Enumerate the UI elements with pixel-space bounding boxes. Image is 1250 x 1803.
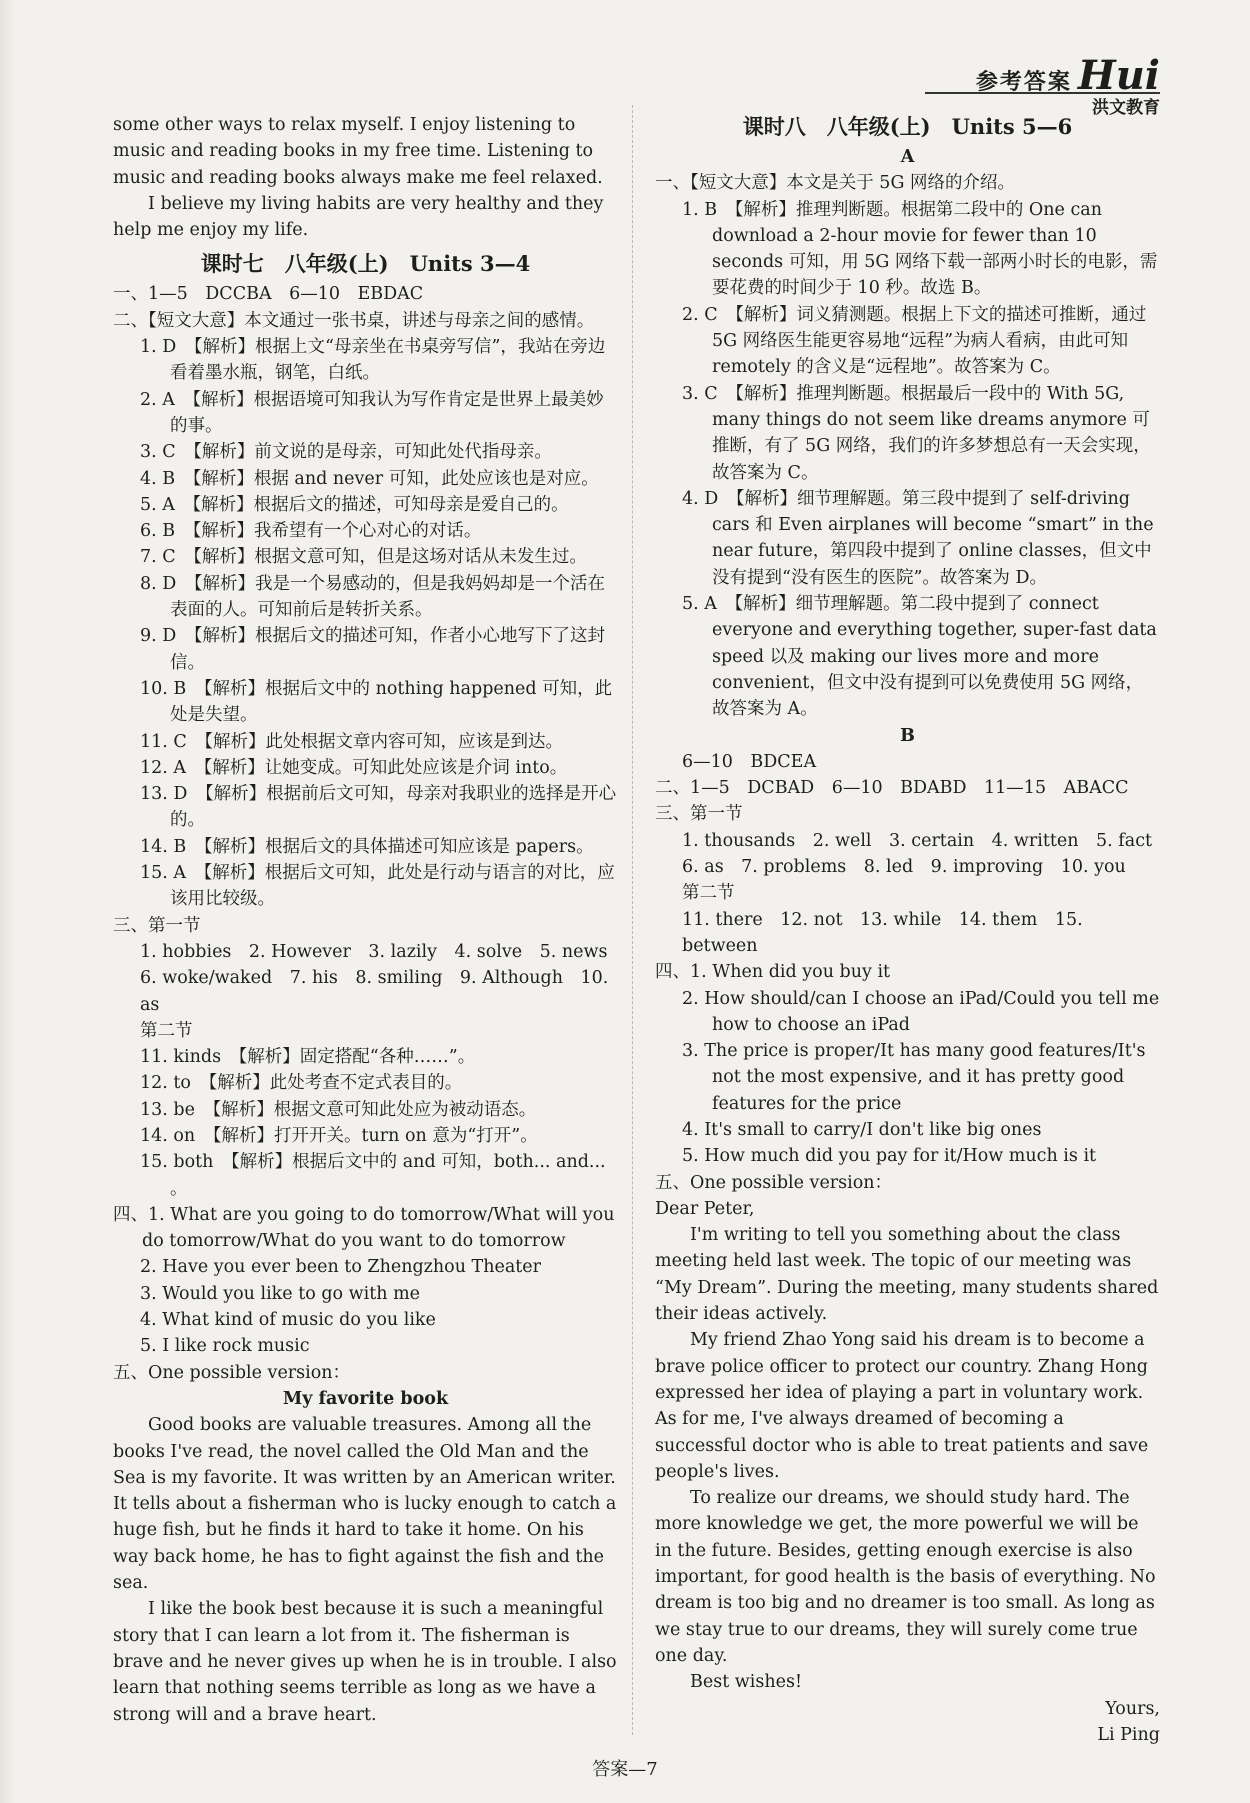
intro-paragraph: I believe my living habits are very healthy and they help me enjoy my life. bbox=[113, 193, 604, 241]
answer-row: 1. thousands 2. well 3. certain 4. written 5. fact bbox=[682, 830, 1153, 851]
letter-signature: Li Ping bbox=[1097, 1724, 1160, 1745]
brand-logo: Hui bbox=[1077, 52, 1160, 99]
section-heading: 一、【短文大意】本文是关于 5G 网络的介绍。 bbox=[655, 173, 1015, 194]
brand-name: 洪文教育 bbox=[1092, 98, 1160, 118]
answer-row: 1. hobbies 2. However 3. lazily 4. solve 5. news bbox=[140, 941, 608, 962]
answer-row: 11. there 12. not 13. while 14. them 15. between bbox=[682, 909, 1083, 956]
essay-paragraph: Good books are valuable treasures. Among all the books I've read, the novel called the Old Man and the Sea is my favorite. It was written by an American writer. It tells about a fisherman who is lucky enough to catch a huge fish, but he finds it hard to take it home. On his way back home, he has to fight against the fish and the sea. bbox=[113, 1415, 617, 1594]
answer-item: 13. be 【解析】根据文意可知此处应为被动语态。 bbox=[140, 1099, 537, 1120]
answer-item: 13. D 【解析】根据前后文可知，母亲对我职业的选择是开心的。 bbox=[140, 784, 617, 831]
answer-item: 1. B 【解析】推理判断题。根据第二段中的 One can download a 2-hour movie for fewer than 10 seconds 可知，用 5G 网络下载一部两小时长的电影，需要花费的时间少于 10 秒。故选 B。 bbox=[682, 199, 1158, 299]
answer-item: 4. D 【解析】细节理解题。第三段中提到了 self-driving cars 和 Even airplanes will become “smart” in the near future，第四段中提到了 online classes，但文中没有提到“没有医生的医院”。故答案为 D。 bbox=[682, 488, 1154, 588]
intro-paragraph: some other ways to relax myself. I enjoy listening to music and reading books in my free time. Listening to music and reading books always make me feel relaxed. bbox=[113, 115, 603, 188]
answer-item: 11. C 【解析】此处根据文章内容可知，应该是到达。 bbox=[140, 731, 564, 752]
section-heading: 三、第一节 bbox=[655, 804, 743, 825]
answer-item: 4. It's small to carry/I don't like big ones bbox=[682, 1119, 1042, 1140]
answer-item: 14. B 【解析】根据后文的具体描述可知应该是 papers。 bbox=[140, 836, 594, 857]
letter-closing: Best wishes! bbox=[690, 1672, 802, 1693]
answer-item: 4. What kind of music do you like bbox=[140, 1310, 436, 1331]
letter-paragraph: To realize our dreams, we should study hard. The more knowledge we get, the more powerful we will be in the future. Besides, getting enough exercise is also important, for good health is the basis of everything. No dream is too big and no dreamer is too small. As long as we stay true to our dreams, they will surely come true one day. bbox=[655, 1488, 1156, 1666]
essay-paragraph: I like the book best because it is such a meaningful story that I can learn a lot from it. The fisherman is brave and he never gives up when he is in trouble. I also learn that nothing seems terrible as long as we have a strong will and a brave heart. bbox=[113, 1599, 617, 1725]
page-number: 答案—7 bbox=[592, 1759, 658, 1780]
answer-item: 四、1. When did you buy it bbox=[655, 962, 891, 983]
subsection-heading: 第二节 bbox=[682, 883, 735, 904]
header-rule bbox=[925, 92, 1160, 94]
letter-paragraph: I'm writing to tell you something about the class meeting held last week. The topic of our meeting was “My Dream”. During the meeting, many students shared their ideas actively. bbox=[655, 1225, 1159, 1325]
answer-item: 9. D 【解析】根据后文的描述可知，作者小心地写下了这封信。 bbox=[140, 626, 606, 673]
section-label: B bbox=[900, 725, 915, 746]
column-divider bbox=[632, 105, 633, 1735]
page-edge-shadow bbox=[0, 0, 16, 1803]
answer-item: 2. Have you ever been to Zhengzhou Theater bbox=[140, 1257, 542, 1278]
answer-item: 7. C 【解析】根据文意可知，但是这场对话从未发生过。 bbox=[140, 547, 587, 568]
answer-item: 5. A 【解析】细节理解题。第二段中提到了 connect everyone and everything together, super-fast data speed 以及 making our lives more and more convenient，但文中没有提到可以免费使用 5G 网络，故答案为 A。 bbox=[682, 594, 1157, 720]
section-heading: 二、【短文大意】本文通过一张书桌，讲述与母亲之间的感情。 bbox=[113, 310, 595, 331]
answer-item: 15. A 【解析】根据后文可知，此处是行动与语言的对比，应该用比较级。 bbox=[140, 863, 615, 910]
answer-item: 12. to 【解析】此处考查不定式表目的。 bbox=[140, 1073, 463, 1094]
letter-greeting: Dear Peter, bbox=[655, 1198, 755, 1219]
answer-item: 5. How much did you pay for it/How much is it bbox=[682, 1146, 1097, 1167]
letter-paragraph: My friend Zhao Yong said his dream is to become a brave police officer to protect our country. Zhang Hong expressed her idea of playing a part in voluntary work. As for me, I've always dreamed of becoming a successful doctor who is able to treat patients and save people's lives. bbox=[655, 1330, 1149, 1482]
answer-item: 3. The price is proper/It has many good features/It's not the most expensive, and it has pretty good features for the price bbox=[682, 1041, 1146, 1114]
answer-item: 1. D 【解析】根据上文“母亲坐在书桌旁写信”，我站在旁边看着墨水瓶，钢笔，白纸。 bbox=[140, 337, 606, 384]
answer-item: 2. A 【解析】根据语境可知我认为写作肯定是世界上最美妙的事。 bbox=[140, 389, 604, 436]
answer-row: 6. as 7. problems 8. led 9. improving 10. you bbox=[682, 857, 1126, 878]
answer-item: 10. B 【解析】根据后文中的 nothing happened 可知，此处是失望。 bbox=[140, 678, 613, 726]
page-header bbox=[976, 52, 1160, 118]
answer-item: 14. on 【解析】打开开关。turn on 意为“打开”。 bbox=[140, 1125, 538, 1146]
lesson-title: 课时八 八年级(上) Units 5—6 bbox=[742, 114, 1073, 139]
answer-line: 6—10 BDCEA bbox=[682, 751, 817, 772]
header-title: 参考答案 bbox=[975, 69, 1072, 95]
essay-title: My favorite book bbox=[282, 1388, 449, 1409]
answer-item: 6. B 【解析】我希望有一个心对心的对话。 bbox=[140, 521, 482, 542]
answer-list bbox=[113, 334, 618, 913]
right-column bbox=[655, 112, 1160, 1748]
answer-item: 12. A 【解析】让她变成。可知此处应该是介词 into。 bbox=[140, 757, 568, 778]
answer-line: 一、1—5 DCCBA 6—10 EBDAC bbox=[113, 284, 424, 305]
lesson-title: 课时七 八年级(上) Units 3—4 bbox=[200, 251, 531, 277]
answer-item: 3. C 【解析】前文说的是母亲，可知此处代指母亲。 bbox=[140, 442, 552, 463]
left-column bbox=[113, 112, 618, 1728]
section-label: A bbox=[900, 147, 915, 167]
section-heading: 三、第一节 bbox=[113, 915, 201, 936]
answer-item: 4. B 【解析】根据 and never 可知，此处应该也是对应。 bbox=[140, 468, 599, 489]
answer-item: 2. C 【解析】词义猜测题。根据上下文的描述可推断，通过 5G 网络医生能更容易地“远程”为病人看病，由此可知 remotely 的含义是“远程地”。故答案为 C。 bbox=[682, 304, 1147, 378]
answer-item: 5. I like rock music bbox=[140, 1336, 310, 1357]
answer-row: 6. woke/waked 7. his 8. smiling 9. Although 10. as bbox=[140, 968, 609, 1015]
section-heading: 五、One possible version： bbox=[655, 1172, 893, 1193]
answer-item: 3. C 【解析】推理判断题。根据最后一段中的 With 5G, many things do not seem like dreams anymore 可推断，有了 5G 网络，我们的许多梦想总有一天会实现，故答案为 C。 bbox=[682, 383, 1151, 483]
answer-item: 11. kinds 【解析】固定搭配“各种……”。 bbox=[140, 1047, 476, 1068]
section-heading: 五、One possible version： bbox=[113, 1362, 351, 1383]
answer-item: 15. both 【解析】根据后文中的 and 可知，both... and... 。 bbox=[140, 1152, 606, 1199]
answer-item: 2. How should/can I choose an iPad/Could you tell me how to choose an iPad bbox=[682, 988, 1160, 1035]
answer-item: 5. A 【解析】根据后文的描述，可知母亲是爱自己的。 bbox=[140, 494, 569, 515]
letter-signoff: Yours, bbox=[1105, 1698, 1160, 1719]
answer-item: 3. Would you like to go with me bbox=[140, 1283, 421, 1304]
answer-item: 8. D 【解析】我是一个易感动的，但是我妈妈却是一个活在表面的人。可知前后是转折关系。 bbox=[140, 573, 606, 621]
answer-item: 四、1. What are you going to do tomorrow/What will you do tomorrow/What do you want to do tomorrow bbox=[113, 1204, 615, 1252]
answer-line: 二、1—5 DCBAD 6—10 BDABD 11—15 ABACC bbox=[655, 778, 1129, 799]
subsection-heading: 第二节 bbox=[140, 1020, 193, 1041]
